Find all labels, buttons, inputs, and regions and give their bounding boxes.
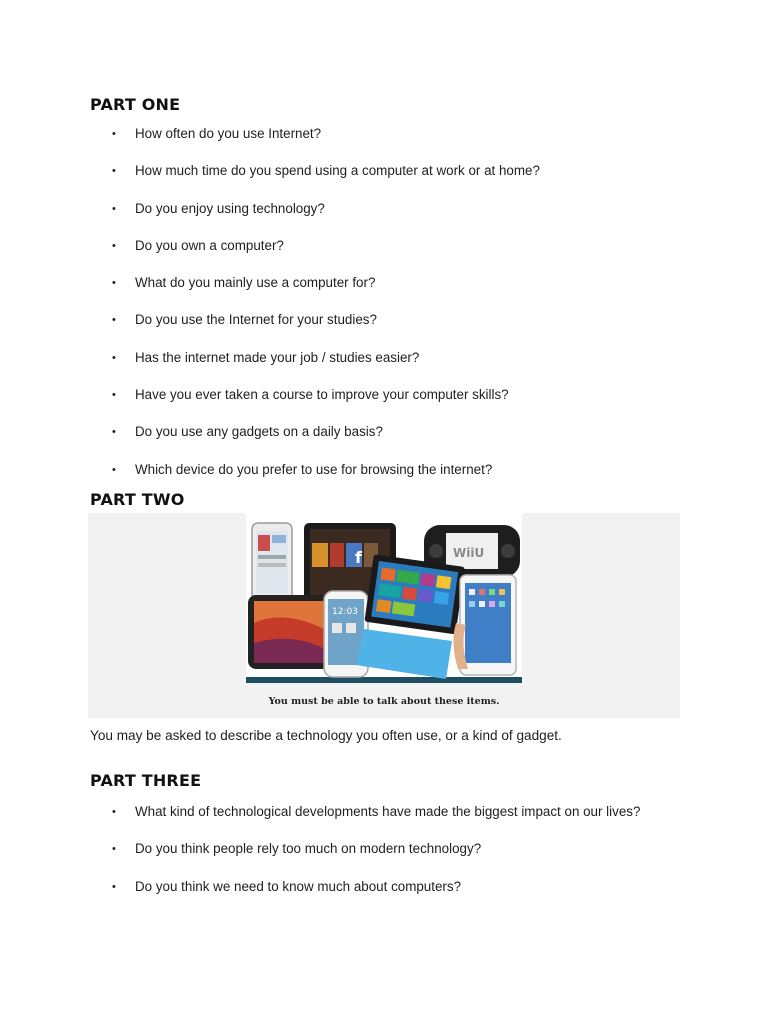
bullet-icon: •: [112, 843, 116, 856]
list-item: [0, 350, 768, 387]
gadgets-illustration-icon: [246, 513, 522, 683]
question-text: How much time do you spend using a computer at work or at home?: [135, 163, 540, 179]
bullet-icon: •: [112, 389, 116, 402]
list-item: [0, 387, 768, 424]
part-two-heading: PART TWO: [90, 490, 185, 509]
question-text: Have you ever taken a course to improve your computer skills?: [135, 387, 509, 403]
part-one-heading: PART ONE: [90, 95, 181, 114]
question-text: What kind of technological developments have made the biggest impact on our lives?: [135, 804, 641, 819]
gadgets-figure: [88, 513, 680, 718]
bullet-icon: •: [112, 277, 116, 290]
bullet-icon: •: [112, 314, 116, 327]
list-item: [0, 312, 768, 349]
phone-time-label: 12:03: [332, 607, 358, 617]
figure-caption: You must be able to talk about these items.: [268, 696, 500, 707]
question-text: Do you think we need to know much about computers?: [135, 878, 462, 894]
question-text: How often do you use Internet?: [135, 126, 322, 141]
bullet-icon: •: [112, 351, 116, 364]
part-three-heading: PART THREE: [90, 771, 202, 790]
question-text: Do you think people rely too much on modern technology?: [135, 841, 482, 857]
list-item: [0, 841, 768, 878]
bullet-icon: •: [112, 202, 116, 215]
bullet-icon: •: [112, 806, 116, 818]
list-item: [0, 879, 768, 916]
part-three-question-list: [0, 804, 768, 916]
question-text: Do you use any gadgets on a daily basis?: [135, 424, 383, 440]
bullet-icon: •: [112, 128, 116, 140]
facebook-icon: f: [355, 548, 362, 567]
question-text: Do you enjoy using technology?: [135, 200, 325, 216]
list-item: [0, 424, 768, 461]
question-text: Has the internet made your job / studies easier?: [135, 349, 420, 365]
bullet-icon: •: [112, 239, 116, 252]
list-item: [0, 275, 768, 312]
list-item: [0, 126, 768, 163]
list-item: [0, 238, 768, 275]
bullet-icon: •: [112, 165, 116, 178]
gadgets-image: [246, 513, 522, 683]
question-text: Which device do you prefer to use for browsing the internet?: [135, 461, 493, 477]
wiiu-label: WiiU: [453, 546, 485, 560]
list-item: [0, 804, 768, 841]
list-item: [0, 201, 768, 238]
question-text: Do you own a computer?: [135, 237, 284, 253]
bullet-icon: •: [112, 463, 116, 476]
bullet-icon: •: [112, 880, 116, 893]
question-text: What do you mainly use a computer for?: [135, 275, 376, 291]
part-one-question-list: [0, 126, 768, 499]
list-item: [0, 163, 768, 200]
question-text: Do you use the Internet for your studies?: [135, 312, 377, 328]
bullet-icon: •: [112, 426, 116, 439]
part-two-paragraph: You may be asked to describe a technology you often use, or a kind of gadget.: [90, 728, 562, 743]
